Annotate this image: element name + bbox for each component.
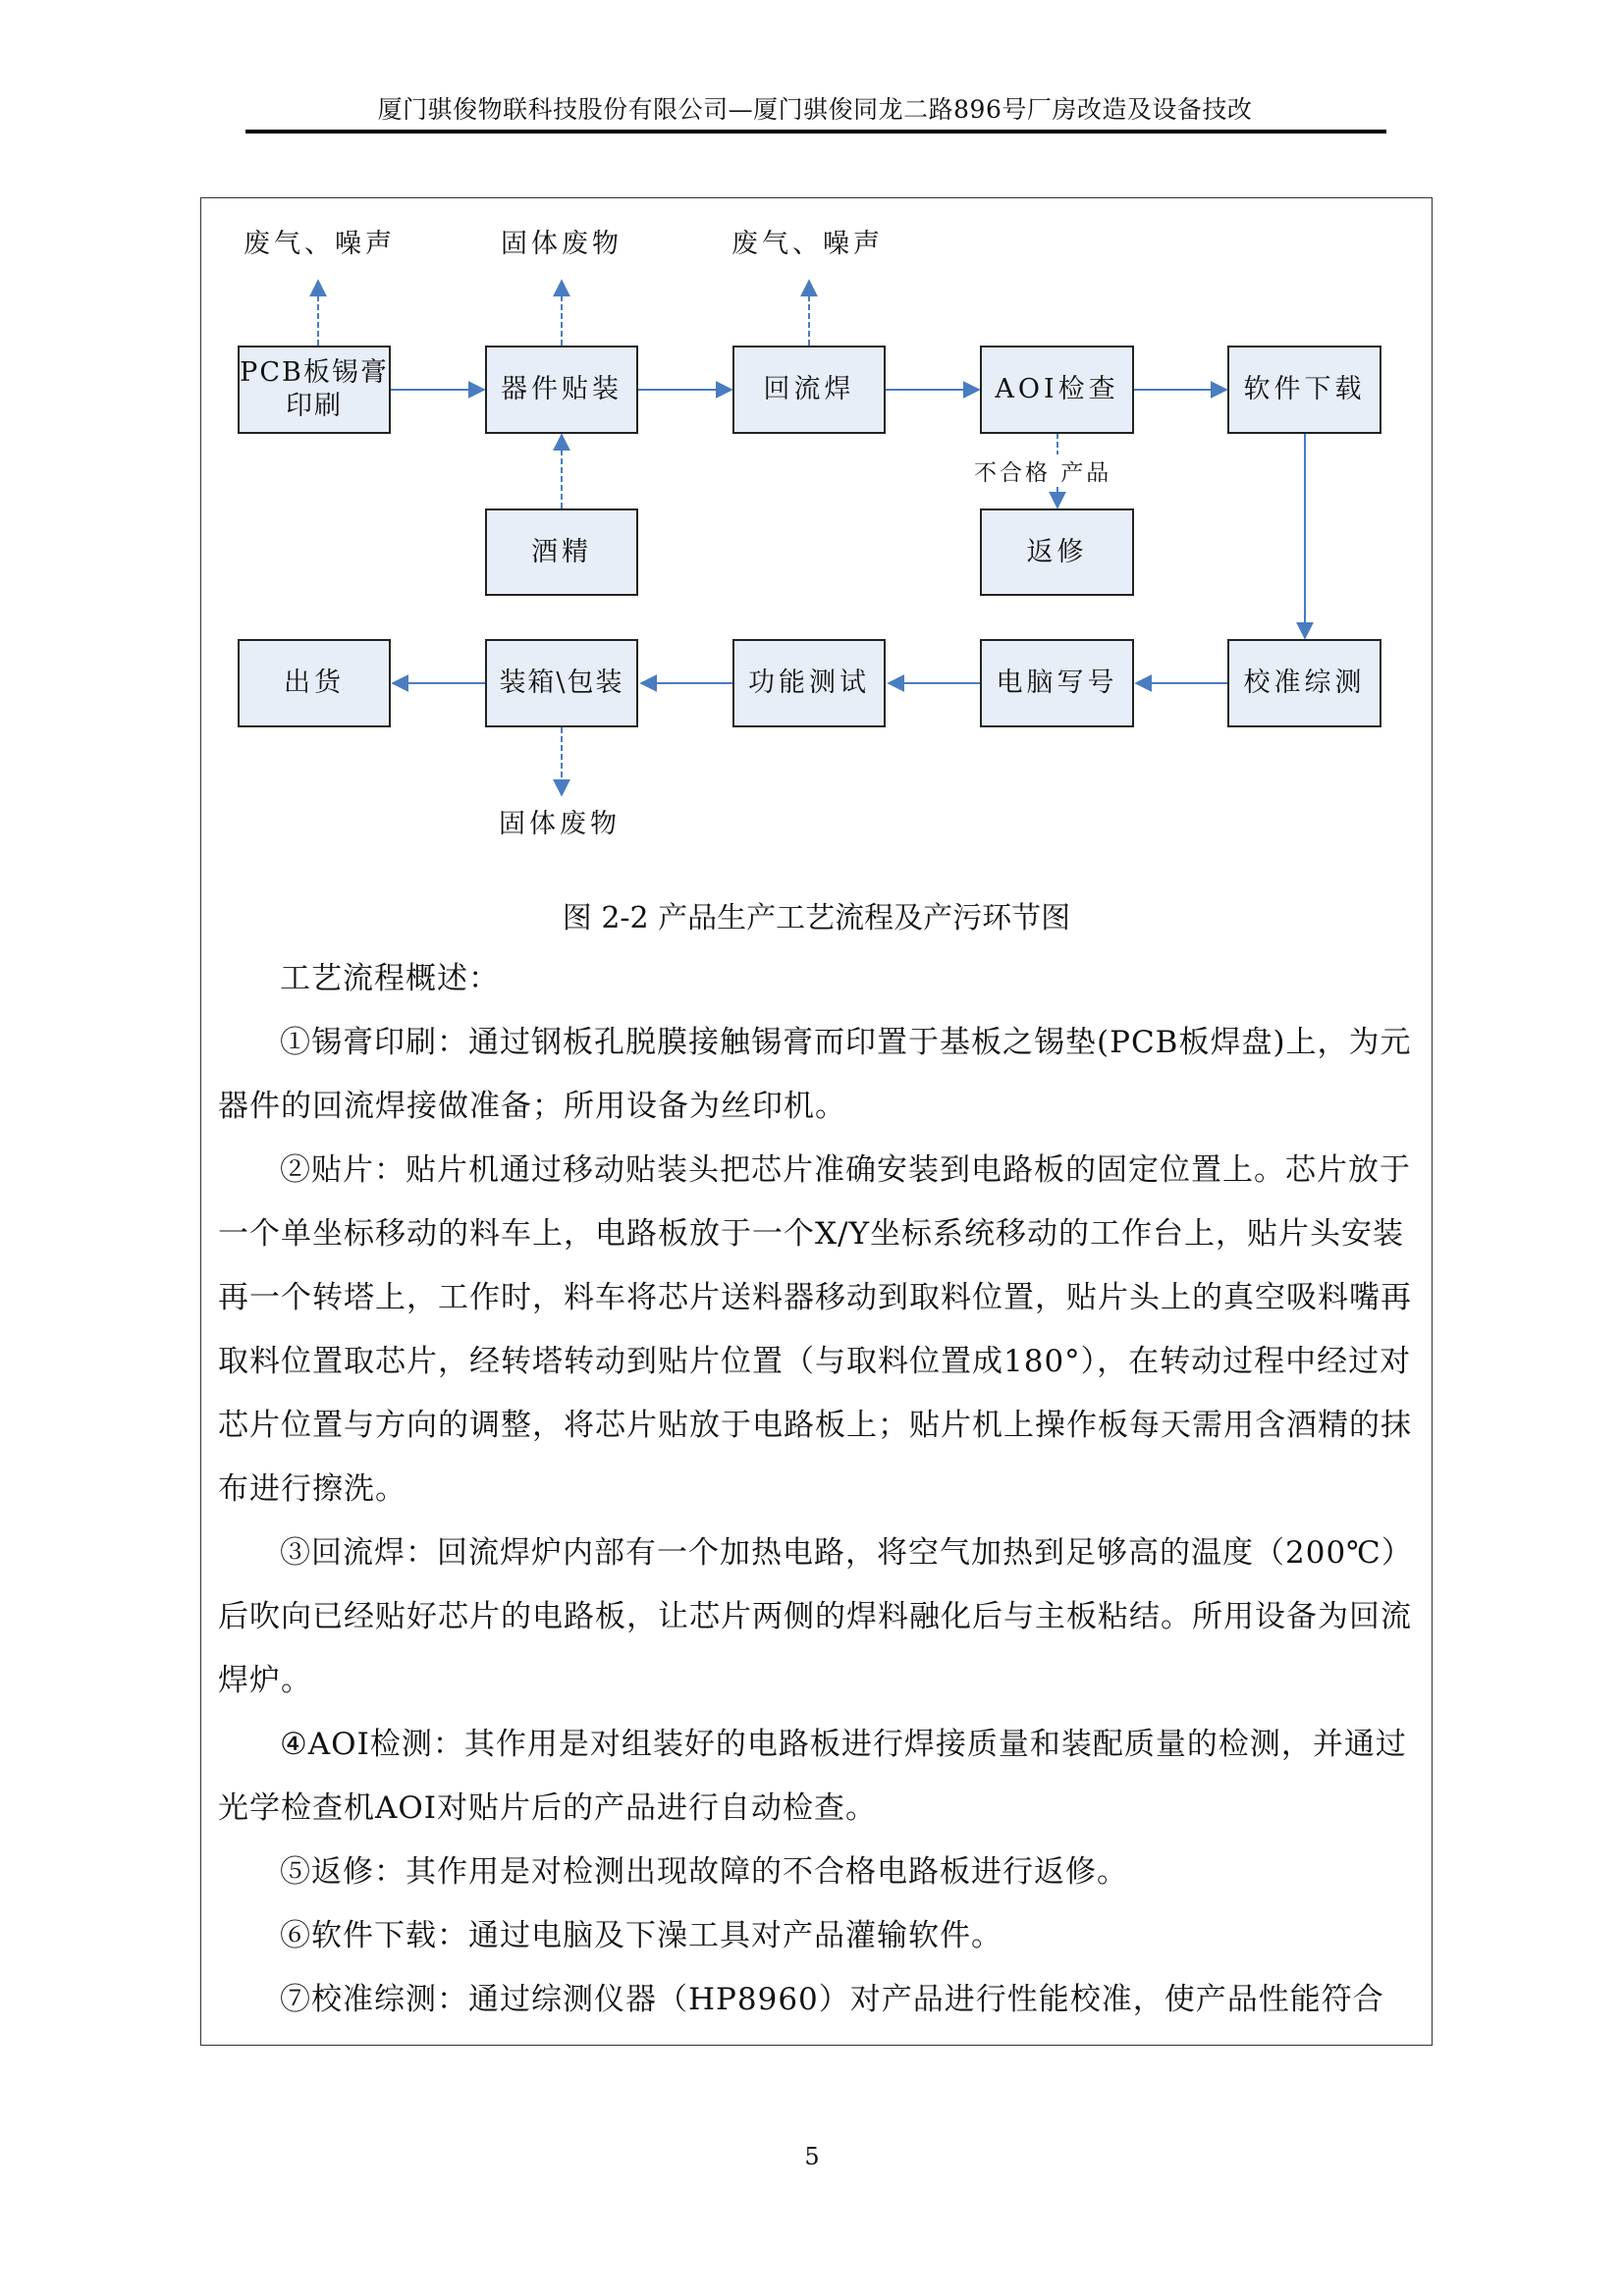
edge-label-unqualified: 不合格 产品 bbox=[974, 454, 1111, 487]
paragraph-2: ②贴片：贴片机通过移动贴装头把芯片准确安装到电路板的固定位置上。芯片放于一个单坐标移动的料车上，电路板放于一个X/Y坐标系统移动的工作台上，贴片头安装再一个转塔上，工作时，料车将芯片送料器移动到取料位置，贴片头上的真空吸料嘴再取料位置取芯片，经转塔转动到贴片位置（与取料位置成180°），在转动过程中经过对芯片位置与方向的调整，将芯片贴放于电路板上；贴片机上操作板每天需用含酒精的抹布进行擦洗。 bbox=[218, 1152, 1412, 1507]
output-label-packing: 固体废物 bbox=[499, 809, 621, 839]
paragraph-7: ⑦校准综测：通过综测仪器（HP8960）对产品进行性能校准，使产品性能符合 bbox=[280, 1982, 1384, 2017]
page-header-title: 厦门骐俊物联科技股份有限公司—厦门骐俊同龙二路896号厂房改造及设备技改 bbox=[377, 95, 1253, 124]
box-pcb-print-line2: 印刷 bbox=[286, 391, 343, 421]
box-aoi: AOI检查 bbox=[980, 346, 1134, 434]
box-alcohol: 酒精 bbox=[485, 508, 638, 596]
box-pcb-print bbox=[238, 346, 391, 434]
paragraph-4: ④AOI检测：其作用是对组装好的电路板进行焊接质量和装配质量的检测，并通过光学检查机AOI对贴片后的产品进行自动检查。 bbox=[218, 1727, 1407, 1826]
box-shipping: 出货 bbox=[238, 639, 391, 727]
paragraph-6: ⑥软件下载：通过电脑及下澡工具对产品灌输软件。 bbox=[280, 1918, 1002, 1953]
box-packing: 装箱\包装 bbox=[485, 639, 638, 727]
box-mounting: 器件贴装 bbox=[485, 346, 638, 434]
box-write-id: 电脑写号 bbox=[980, 639, 1134, 727]
box-software: 软件下载 bbox=[1227, 346, 1381, 434]
section-heading: 工艺流程概述： bbox=[280, 961, 500, 996]
paragraph-3: ③回流焊：回流焊炉内部有一个加热电路，将空气加热到足够高的温度（200℃）后吹向已经贴好芯片的电路板，让芯片两侧的焊料融化后与主板粘结。所用设备为回流焊炉。 bbox=[218, 1535, 1413, 1698]
box-repair: 返修 bbox=[980, 508, 1134, 596]
output-label-print: 废气、噪声 bbox=[244, 229, 396, 259]
box-pcb-print-line1: PCB板锡膏 bbox=[240, 357, 389, 388]
box-reflow: 回流焊 bbox=[732, 346, 886, 434]
figure-caption: 图 2-2 产品生产工艺流程及产污环节图 bbox=[562, 901, 1071, 935]
page-number: 5 bbox=[804, 2143, 820, 2170]
box-function-test: 功能测试 bbox=[732, 639, 886, 727]
output-label-mount: 固体废物 bbox=[501, 229, 623, 259]
output-label-reflow: 废气、噪声 bbox=[731, 229, 884, 259]
paragraph-1: ①锡膏印刷：通过钢板孔脱膜接触锡膏而印置于基板之锡垫(PCB板焊盘)上，为元器件的回流焊接做准备；所用设备为丝印机。 bbox=[218, 1025, 1412, 1124]
paragraph-5: ⑤返修：其作用是对检测出现故障的不合格电路板进行返修。 bbox=[280, 1854, 1128, 1890]
box-calibration: 校准综测 bbox=[1227, 639, 1381, 727]
